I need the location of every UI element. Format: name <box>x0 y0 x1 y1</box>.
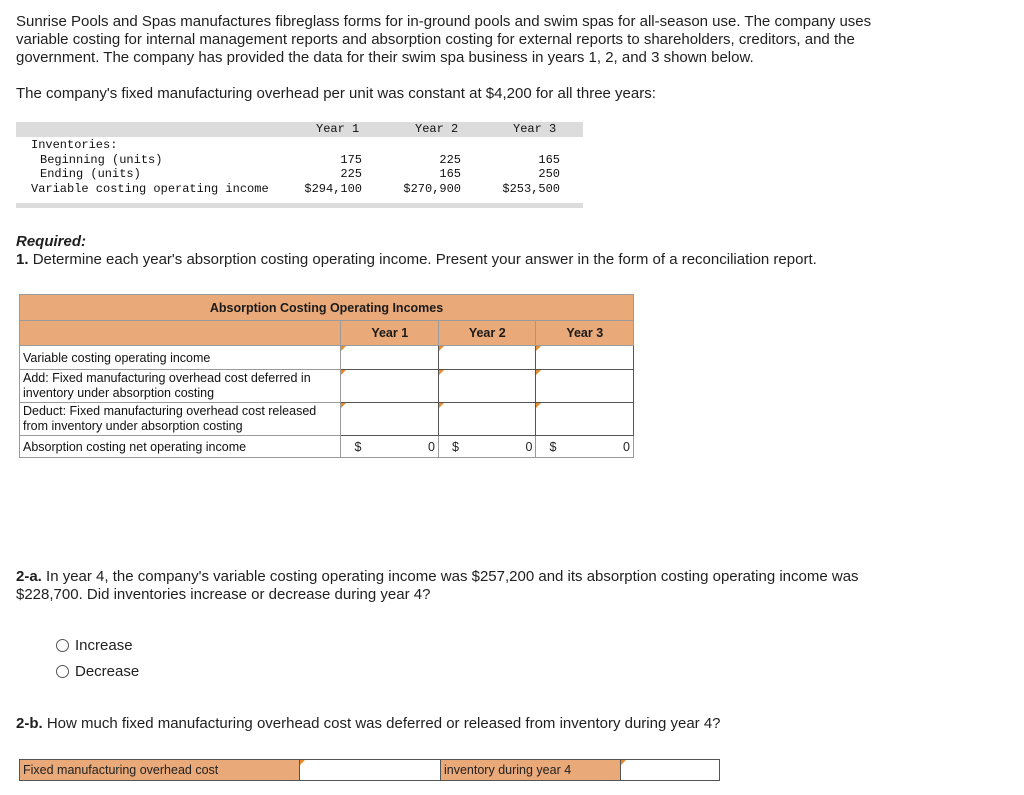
q2a-number: 2-a. <box>16 568 42 585</box>
absorption-table-blank-header <box>20 321 341 346</box>
currency-sign: $ <box>451 439 459 454</box>
currency-sign: $ <box>549 439 557 454</box>
beginning-year1: 175 <box>340 153 362 167</box>
beginning-year2: 225 <box>439 153 461 167</box>
table-row <box>20 436 634 458</box>
inventories-label: Inventories: <box>31 138 118 152</box>
data-header-year1: Year 1 <box>316 122 360 136</box>
radio-increase[interactable] <box>56 639 69 652</box>
q1-text <box>16 251 976 269</box>
fixed-overhead-label: Fixed manufacturing overhead cost <box>19 759 300 781</box>
total-year1-value: 0 <box>428 439 435 454</box>
q2b-text <box>16 715 916 733</box>
input-deferred-year1[interactable] <box>341 370 439 403</box>
required-title: Required: <box>16 233 87 250</box>
currency-sign: $ <box>354 439 362 454</box>
input-marker <box>621 760 626 765</box>
row-label-absorption-total: Absorption costing net operating income <box>20 436 341 458</box>
ending-year2: 165 <box>439 167 461 181</box>
input-released-year2[interactable] <box>438 403 536 436</box>
fixed-overhead-text: The company's fixed manufacturing overhead per unit was constant at $4,200 for all three years: <box>16 85 656 102</box>
ending-year1: 225 <box>340 167 362 181</box>
absorption-table-title: Absorption Costing Operating Incomes <box>20 295 634 321</box>
total-year2-value: 0 <box>525 439 533 454</box>
variable-income-label: Variable costing operating income <box>31 182 269 196</box>
input-deferred-year2[interactable] <box>438 370 536 403</box>
row-label-deferred: Add: Fixed manufacturing overhead cost deferred in inventory under absorption costing <box>20 370 341 403</box>
total-year3 <box>536 436 634 458</box>
row-label-variable-income: Variable costing operating income <box>20 346 341 370</box>
year4-amount-input[interactable] <box>620 759 720 781</box>
ending-label: Ending (units) <box>40 167 141 181</box>
absorption-table <box>19 294 634 458</box>
data-table <box>16 122 583 210</box>
select-marker <box>300 760 305 765</box>
option-increase[interactable] <box>56 637 133 654</box>
variable-income-year2: $270,900 <box>403 182 461 196</box>
option-decrease-label: Decrease <box>75 663 140 680</box>
table-row <box>20 403 634 436</box>
data-header-year2: Year 2 <box>415 122 459 136</box>
radio-decrease[interactable] <box>56 665 69 678</box>
total-year3-value: 0 <box>623 439 630 454</box>
data-table-footer <box>16 203 583 208</box>
table-row <box>20 346 634 370</box>
ending-year3: 250 <box>538 167 560 181</box>
total-year2 <box>438 436 536 458</box>
q2b-number: 2-b. <box>16 715 43 732</box>
row-label-released: Deduct: Fixed manufacturing overhead cost released from inventory under absorption costing <box>20 403 341 436</box>
deferred-released-select[interactable] <box>299 759 441 781</box>
input-variable-income-year3[interactable] <box>536 346 634 370</box>
option-increase-label: Increase <box>75 637 133 654</box>
intro-text: Sunrise Pools and Spas manufactures fibreglass forms for in-ground pools and swim spas for all-season use. The company uses variable costing for internal management reports and absorption costing for external reports to shareholders, creditors, and the government. The company has provided the data for their swim spa business in years 1, 2, and 3 shown below. <box>16 13 872 66</box>
data-header-year3: Year 3 <box>513 122 557 136</box>
variable-income-year3: $253,500 <box>502 182 560 196</box>
q2a-body: In year 4, the company's variable costing operating income was $257,200 and its absorption costing operating income was $228,700. Did inventories increase or decrease during year 4? <box>16 568 859 603</box>
variable-income-year1: $294,100 <box>304 182 362 196</box>
q1-body: Determine each year's absorption costing operating income. Present your answer in the form of a reconciliation report. <box>32 251 817 268</box>
input-released-year3[interactable] <box>536 403 634 436</box>
data-table-header <box>16 122 583 137</box>
q2a-text <box>16 568 916 604</box>
input-variable-income-year1[interactable] <box>341 346 439 370</box>
input-released-year1[interactable] <box>341 403 439 436</box>
input-deferred-year3[interactable] <box>536 370 634 403</box>
q1-number: 1. <box>16 251 29 268</box>
table-row <box>20 370 634 403</box>
absorption-header-year2: Year 2 <box>438 321 536 346</box>
beginning-label: Beginning (units) <box>40 153 163 167</box>
absorption-header-year3: Year 3 <box>536 321 634 346</box>
total-year1 <box>341 436 439 458</box>
absorption-header-year1: Year 1 <box>341 321 439 346</box>
q2b-body: How much fixed manufacturing overhead cost was deferred or released from inventory during year 4? <box>46 715 721 732</box>
beginning-year3: 165 <box>538 153 560 167</box>
inventory-year4-label: inventory during year 4 <box>440 759 621 781</box>
option-decrease[interactable] <box>56 663 139 680</box>
input-variable-income-year2[interactable] <box>438 346 536 370</box>
